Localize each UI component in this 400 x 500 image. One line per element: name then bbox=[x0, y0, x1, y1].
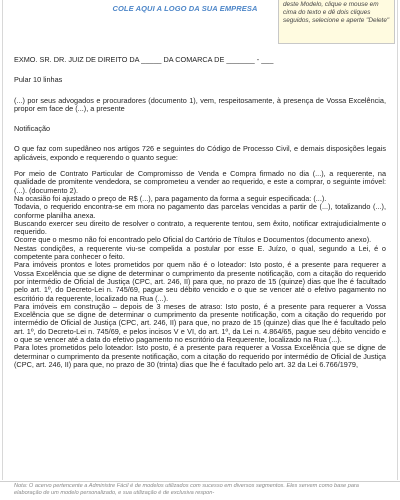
body-paragraph: Buscando exercer seu direito de resolver o contrato, a requerente tentou, sem êxito, notificar extrajudicialmente o requerido. bbox=[14, 218, 386, 237]
body-paragraph: Por meio de Contrato Particular de Compromisso de Venda e Compra firmado no dia (...), a requerente, na qualidade de promitente vendedora, se comprometeu a vender ao requerido, e este a comprar, o seguinte imóvel: (...). (documento 2). bbox=[14, 169, 386, 195]
body-paragraph: Ocorre que o mesmo não foi encontrado pelo Oficial do Cartório de Títulos e Documentos (documento anexo). bbox=[14, 235, 372, 245]
document-body bbox=[14, 56, 386, 369]
intro-paragraph: (...) por seus advogados e procuradores (documento 1), vem, respeitosamente, à presença de Vossa Excelência, propor em face de (...), a presente bbox=[14, 95, 386, 113]
body-paragraph: Para imóveis em construção – depois de 3 meses de atraso: Isto posto, é a presente para requerer a Vossa Excelência que se digne de determinar o cumprimento da presente notificação, com a citação do requerido por intermédio de Oficial de Justiça (CPC, art. 246, II) para que, no prazo de 15 (quinze) dias que lhe é facultado pelo art. 1º, do Decreto-Lei n. 745/69, e pelos incisos V e VI, do art. 1º, da Lei n. 4.864/65, pague seu débito vencido e o que se vencer até a data do efetivo pagamento no escritório da Requerente, localizado na Rua (...). bbox=[14, 301, 386, 345]
skip-lines-instruction: Pular 10 linhas bbox=[14, 75, 63, 85]
document-title: Notificação bbox=[14, 124, 51, 134]
body-paragraph: Nestas condições, a requerente viu-se compelida a postular por esse E. Juízo, o qual, segundo a Lei, é o competente para conhecer o feito. bbox=[14, 243, 386, 262]
logo-placeholder[interactable]: COLE AQUI A LOGO DA SUA EMPRESA bbox=[112, 4, 258, 13]
addressee-line: EXMO. SR. DR. JUIZ DE DIREITO DA _____ DA COMARCA DE _______ - ___ bbox=[14, 55, 274, 64]
body-paragraph: Na ocasião foi ajustado o preço de R$ (...), para pagamento da forma a seguir especificada: (...). bbox=[14, 193, 327, 203]
body-paragraph: Para imóveis prontos e lotes prometidos por quem não é o loteador: Isto posto, é a presente para requerer a Vossa Excelência que se digne de determinar o cumprimento da presente notificação, com a citação do requerido por intermédio de Oficial de Justiça (CPC, art. 246, II) para que, no prazo de 15 (quinze) dias que lhe é facultado pelo art. 1º, do Decreto-Lei n. 745/69, pague seu débito vencido e o que se vencer até o efetivo pagamento no escritório da requerente, localizado na Rua (...). bbox=[14, 260, 386, 303]
footer-note: Nota: O acervo pertencente a Administre Fácil é de modelos utilizados com sucesso em diversos segmentos. Eles servem como base para elaboração de um modelo personalizado, e sua utilização é de exclusiva respon- bbox=[14, 483, 359, 496]
legal-basis-paragraph: O que faz com supedâneo nos artigos 726 e seguintes do Código de Processo Civil, e demais disposições legais aplicáveis, expondo e requerendo o quanto segue: bbox=[14, 144, 386, 162]
body-paragraph: Todavia, o requerido encontra-se em mora no pagamento das parcelas vencidas a partir de (...), totalizando (...), conforme planilha anexa. bbox=[14, 202, 386, 220]
instructions-note: deste Modelo, clique e mouse em cima do texto e dê dois cliques seguidos, selecione e aperte "Delete" bbox=[278, 0, 395, 44]
footer-divider bbox=[0, 481, 400, 482]
body-paragraph: Para lotes prometidos pelo loteador: Isto posto, é a presente para requerer a Vossa Excelência que se digne de determinar o cumprimento da presente notificação, com a citação do requerido por intermédio de Oficial de Justiça (CPC, art. 246, II) para que, no prazo de 30 (trinta) dias que lhe é facultado pelo art. 32 da Lei 6.766/1979, bbox=[14, 343, 386, 369]
